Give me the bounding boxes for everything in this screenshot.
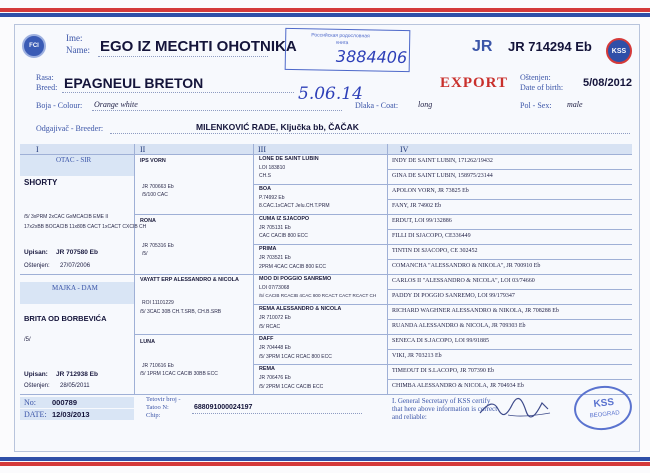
breed-value: EPAGNEUL BRETON — [64, 75, 204, 91]
gen3-info-5: /5/ CACIB RCACIB 4CAC 800 RCACT CACT RCACT CH — [259, 293, 377, 298]
top-stripe-blue — [0, 13, 650, 17]
vline-2 — [253, 144, 254, 394]
coat-label: Dlaka - Coat: — [355, 101, 399, 110]
gen2-name-3: VAYATT ERP ALESSANDRO & NICOLA — [140, 277, 239, 283]
gen2-reg-4: JR 710616 Eb — [142, 363, 174, 369]
gen3-name-7: DAFF — [259, 336, 274, 342]
gen4-entry: COMANCHA "ALESSANDRO & NIKOLA", JR 700910 Eb — [392, 263, 541, 269]
dob-label-en: Date of birth: — [520, 83, 564, 92]
colour-label: Boja - Colour: — [36, 101, 83, 110]
gen2-reg-3: ROI 11101229 — [142, 300, 174, 306]
sex-label: Pol - Sex: — [520, 101, 552, 110]
gen2-reg-1: JR 700663 Eb — [142, 184, 174, 190]
sire-info2: 17x2xBB BOCACIB 11x80B CACT 1xCACT CXCIB CH — [24, 224, 147, 230]
gen3-info-2: 8.CAC.1xCACT Jelu.CH.T.PRM — [259, 203, 330, 209]
footer-date-value: 12/03/2013 — [52, 410, 90, 419]
hline-g3-b — [253, 244, 632, 245]
dog-name: EGO IZ MECHTI OHOTNIKA — [100, 38, 297, 55]
hline-g4-8 — [387, 379, 632, 380]
secretary-line-1: I. General Secretary of KSS certify — [392, 397, 491, 405]
hline-g2-a — [134, 214, 632, 215]
gen2-info-4: /5/ 1PRM 1CAC CACIB 30BB ECC — [140, 371, 218, 377]
secretary-line-2: that here above information is correct — [392, 405, 498, 413]
tattoo-label-en: Tatoo N: — [146, 404, 169, 411]
gen4-entry: GINA DE SAINT LUBIN, 158975/23144 — [392, 173, 493, 179]
chip-value: 688091000024197 — [194, 404, 253, 411]
gen4-entry: TIMEOUT DI S.LACOPO, JR 707390 Eb — [392, 368, 495, 374]
gen4-entry: SENECA DI S.JACOPO, LOI 99/91885 — [392, 338, 490, 344]
stamp-line1: Российская родословная — [311, 32, 370, 40]
dam-dob-value: 28/05/2011 — [60, 383, 90, 389]
col-header-4: IV — [400, 145, 409, 154]
gen3-reg-6: JR 710072 Eb — [259, 315, 291, 321]
gen2-info-1: /5/100 CAC — [142, 192, 168, 198]
bottom-stripe-red — [0, 462, 650, 466]
coat-value: long — [418, 100, 433, 109]
chip-label: Chip: — [146, 412, 161, 419]
dam-reg-label: Upisan: — [24, 371, 48, 378]
dob-value: 5/08/2012 — [583, 77, 632, 89]
hline-g3-c — [253, 304, 632, 305]
gen2-name-1: IPS VORN — [140, 158, 166, 164]
gen3-name-3: CUMA IZ SJACOPO — [259, 216, 310, 222]
gen4-entry: ERDUT, LOI 99/132886 — [392, 218, 452, 224]
vline-3 — [387, 144, 388, 394]
gen3-info-4: 2PRM 4CAC CACIB 800 ECC — [259, 264, 326, 270]
gen3-info-1: CH.S — [259, 173, 271, 179]
gen3-info-6: /5/ RCAC — [259, 324, 281, 330]
col-header-1: I — [36, 145, 39, 154]
gen4-entry: VIKI, JR 703213 Eb — [392, 353, 442, 359]
col-header-3: III — [258, 145, 266, 154]
gen4-entry: RUANDA ALESSANDRO & NICOLA, JR 709303 Eb — [392, 323, 526, 329]
colour-value: Orange white — [94, 100, 138, 109]
gen3-name-5: MOO DI POGGIO SANREMO — [259, 276, 332, 282]
hline-g4-2 — [387, 199, 632, 200]
breed-label: Rasa: — [36, 73, 54, 82]
footer-no-value: 000789 — [52, 398, 78, 407]
hline-g4-1 — [387, 169, 632, 170]
gen4-entry: INDY DE SAINT LUBIN, 171262/19432 — [392, 158, 493, 164]
gen3-name-1: LONE DE SAINT LUBIN — [259, 156, 319, 162]
sire-dob-value: 27/07/2006 — [60, 263, 91, 269]
reg-number: JR 714294 Eb — [508, 39, 592, 54]
hline-top — [20, 154, 632, 155]
seal-text: KSS — [593, 396, 615, 410]
sire-dob-label: Oštenjen: — [24, 263, 50, 269]
hline-g4-7 — [387, 349, 632, 350]
hline-g3-d — [253, 364, 632, 365]
gen2-info-3: /5/ 3CAC 30B CH.T.SRB, CH.B.SRB — [140, 309, 222, 315]
name-label: Ime: — [66, 33, 83, 43]
gen2-info-2: /5/ — [142, 251, 148, 257]
dam-info1: /5/ — [24, 337, 31, 343]
stamp-number: 3884406 — [335, 46, 408, 68]
hline-g3-a — [253, 184, 632, 185]
rkf-stamp — [285, 28, 411, 72]
gen3-name-2: BOA — [259, 186, 271, 192]
reg-prefix: JR — [472, 38, 493, 55]
stamp-date: 5.06.14 — [298, 84, 363, 104]
dam-heading: MAJKA - DAM — [52, 284, 98, 292]
chip-underline — [192, 413, 362, 414]
signature — [478, 395, 558, 421]
seal-city: BEOGRAD — [589, 410, 620, 420]
bottom-stripe-blue — [0, 457, 650, 461]
footer-date-label: DATE: — [24, 410, 47, 419]
gen4-entry: FANY, JR 74902 Eb — [392, 203, 442, 209]
gen4-entry: APOLON VORN, JR 73825 Eb — [392, 188, 469, 194]
sire-name: SHORTY — [24, 178, 58, 187]
sire-heading: OTAC - SIR — [56, 156, 92, 164]
gen3-reg-7: JR 704448 Eb — [259, 345, 291, 351]
top-stripe-red — [0, 8, 650, 12]
gen4-entry: TINTIN DI SJACOPO, CE 302452 — [392, 248, 478, 254]
export-label: EXPORT — [440, 75, 508, 91]
stamp-line2: книга — [336, 39, 349, 47]
breeder-label: Odgajivač - Breeder: — [36, 124, 104, 133]
hline-g4-3 — [387, 229, 632, 230]
sire-reg-label: Upisan: — [24, 249, 48, 256]
gen3-reg-1: LOI 183810 — [259, 165, 286, 171]
hline-g2-b — [134, 334, 632, 335]
gen4-entry: FILLI DI SJACOPO, CE336449 — [392, 233, 471, 239]
gen4-entry: CARLOS II "ALESSANDRO & NICOLA", LOI 03/74660 — [392, 278, 535, 284]
gen3-reg-8: JR 706476 Eb — [259, 375, 291, 381]
secretary-line-3: and reliable: — [392, 413, 427, 421]
name-label-en: Name: — [66, 45, 90, 55]
gen4-entry: PADDY DI POGGIO SANREMO, LOI 99/179347 — [392, 293, 515, 299]
kss-logo: KSS — [606, 38, 632, 64]
breed-label-en: Breed: — [36, 83, 58, 92]
tattoo-label: Tetovir broj - — [146, 396, 181, 403]
breeder-value: MILENKOVIĆ RADE, Ključka bb, ČAČAK — [196, 122, 359, 132]
colour-underline — [92, 110, 342, 111]
dob-label: Oštenjen: — [520, 73, 551, 82]
gen3-name-8: REMA — [259, 366, 275, 372]
hline-g4-6 — [387, 319, 632, 320]
dam-dob-label: Oštenjen: — [24, 383, 50, 389]
gen3-reg-5: LOI 07/73068 — [259, 285, 290, 291]
gen3-name-4: PRIMA — [259, 246, 277, 252]
dam-name: BRITA OD BORBEVIĆA — [24, 314, 107, 323]
gen2-reg-2: JR 705316 Eb — [142, 243, 174, 249]
footer-no-label: No: — [24, 398, 36, 407]
hline-mid — [20, 274, 632, 275]
gen4-entry: RICHARD WAGHNER ALESSANDRO & NIKOLA, JR 708288 Eb — [392, 308, 559, 314]
gen2-name-2: RONA — [140, 218, 156, 224]
sex-value: male — [567, 100, 583, 109]
hline-g4-4 — [387, 259, 632, 260]
sire-info1: /5/ 3xPRM 2xCAC GxMCACIB EME II — [24, 214, 109, 220]
breed-underline — [62, 92, 294, 93]
gen3-info-7: /5/ 3PRM 1CAC RCAC 800 ECC — [259, 354, 332, 360]
col-header-2: II — [140, 145, 146, 154]
gen3-info-3: CAC CACIB 800 ECC — [259, 233, 308, 239]
gen3-reg-2: P.74992 Eb — [259, 195, 285, 201]
gen3-name-6: REMA ALESSANDRO & NICOLA — [259, 306, 342, 312]
fci-logo: FCI — [22, 34, 46, 58]
gen3-info-8: /5/ 2PRM 1CAC CACIB ECC — [259, 384, 324, 390]
hline-g4-5 — [387, 289, 632, 290]
name-underline — [98, 56, 268, 57]
vline-1 — [134, 144, 135, 394]
gen3-reg-4: JR 703521 Eb — [259, 255, 291, 261]
dam-reg-value: JR 712938 Eb — [56, 371, 98, 378]
column-header-band — [20, 144, 632, 154]
gen2-name-4: LUNA — [140, 339, 155, 345]
gen3-reg-3: JR 705131 Eb — [259, 225, 291, 231]
sire-reg-value: JR 707580 Eb — [56, 249, 98, 256]
gen4-entry: CHIMBA ALESSANDRO & NICOLA, JR 704934 Eb — [392, 383, 524, 389]
breeder-underline — [110, 133, 630, 134]
